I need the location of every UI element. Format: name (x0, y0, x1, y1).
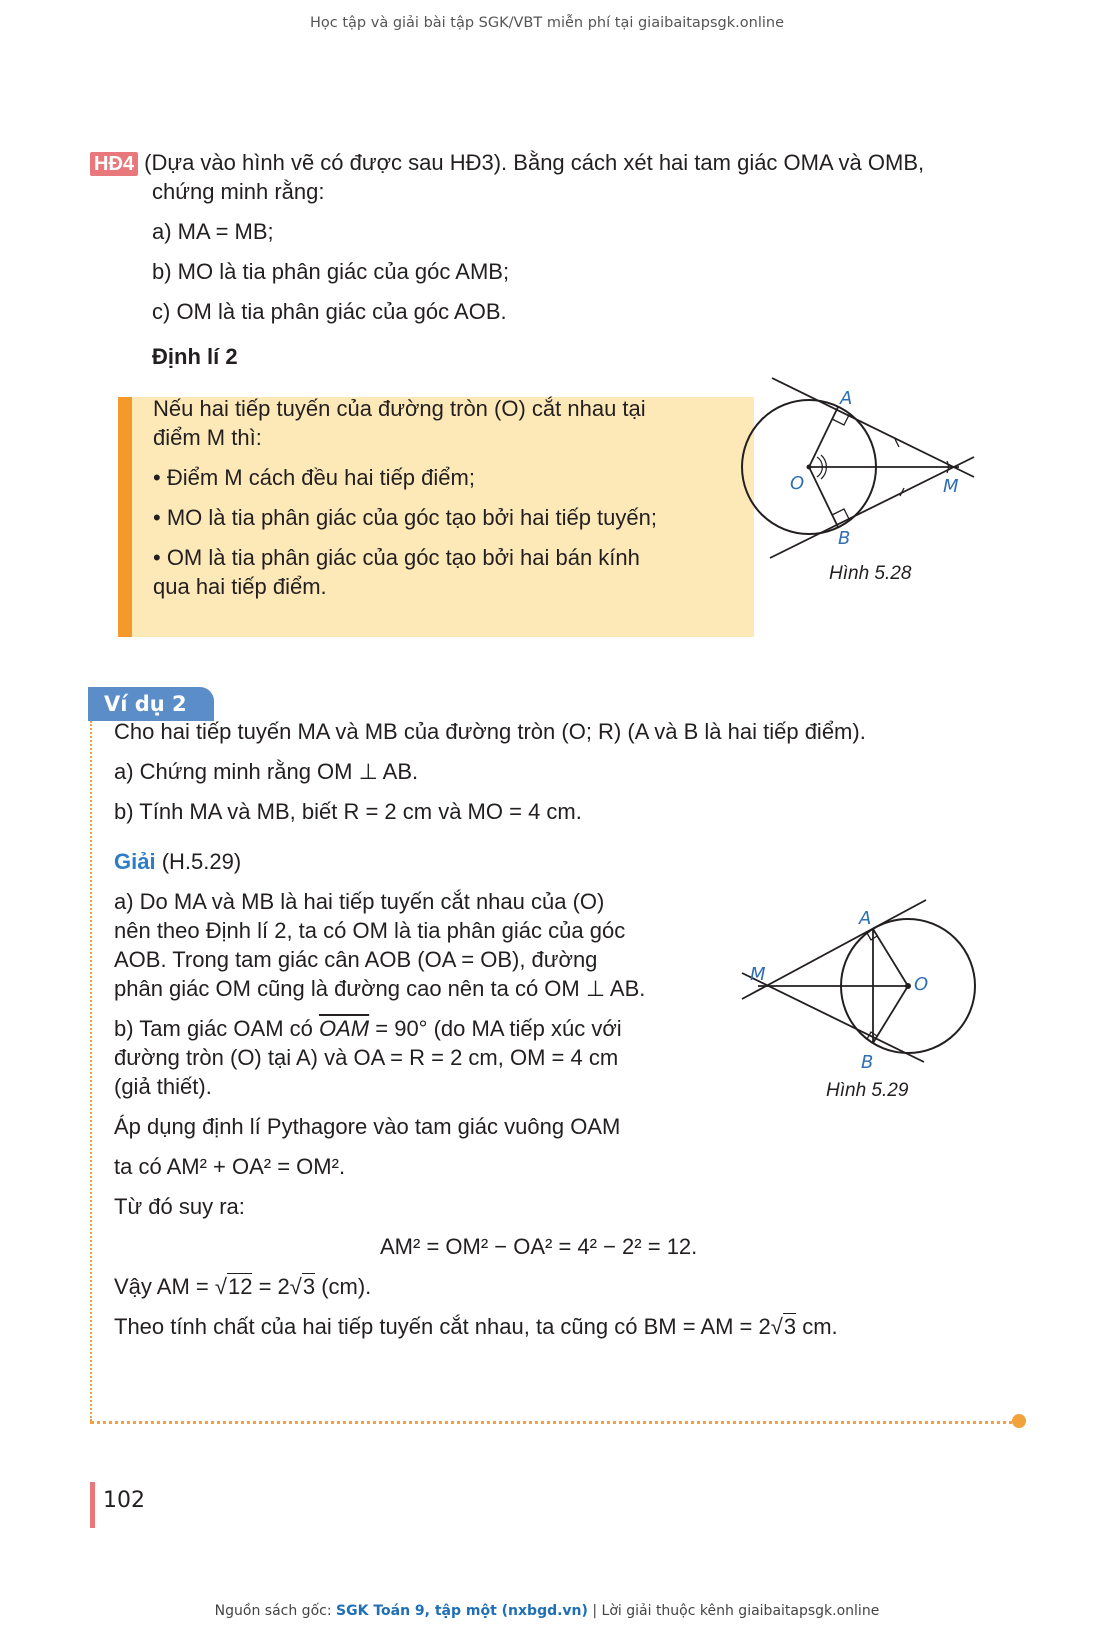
result-pre: Vậy AM = √ (114, 1274, 227, 1299)
hd4-intro-line2: chứng minh rằng: (152, 179, 325, 204)
example-question-a: a) Chứng minh rằng OM ⊥ AB. (114, 759, 419, 784)
footer-source-link[interactable]: SGK Toán 9, tập một (nxbgd.vn) (336, 1603, 588, 1619)
result-radicand-2: 3 (302, 1274, 316, 1299)
theorem-line2: điểm M thì: (153, 425, 262, 450)
solution-b-line3: (giả thiết). (114, 1074, 212, 1099)
solution-b-line1 (114, 1014, 622, 1044)
angle-oam: $\overline{OAM}$ (319, 1016, 370, 1041)
label-m: M (750, 964, 766, 985)
example-border-left (90, 721, 92, 1421)
result-mid: = 2√ (252, 1274, 302, 1299)
result-post: (cm). (315, 1274, 372, 1299)
theorem-bullet3-cont: qua hai tiếp điểm. (153, 574, 327, 599)
result-radicand-1: 12 (227, 1274, 253, 1299)
label-m: M (943, 476, 959, 497)
label-o: O (914, 974, 929, 995)
example-tab: Ví dụ 2 (88, 687, 214, 721)
pythagore-line1: Áp dụng định lí Pythagore vào tam giác vuông OAM (114, 1114, 621, 1139)
hd4-item-b: b) MO là tia phân giác của góc AMB; (152, 259, 510, 284)
solution-heading (114, 847, 241, 877)
page-number-bar (90, 1482, 95, 1528)
pythagore-line2: ta có AM² + OA² = OM². (114, 1154, 346, 1179)
final-post: cm. (796, 1314, 838, 1339)
solution-a-line1: a) Do MA và MB là hai tiếp tuyến cắt nhau của (O) (114, 889, 605, 914)
solution-a-line3: AOB. Trong tam giác cân AOB (OA = OB), đường (114, 947, 598, 972)
tangent-ma (742, 900, 929, 999)
theorem-bullet2: • MO là tia phân giác của góc tạo bởi hai tiếp tuyến; (153, 505, 657, 530)
theorem-title: Định lí 2 (152, 344, 238, 369)
point-o (807, 465, 812, 470)
example-question-b: b) Tính MA và MB, biết R = 2 cm và MO = 4 cm. (114, 799, 582, 824)
hd4-intro-line1 (90, 148, 924, 179)
theorem-bullet3: • OM là tia phân giác của góc tạo bởi hai bán kính (153, 545, 640, 570)
hd4-intro: (Dựa vào hình vẽ có được sau HĐ3). Bằng cách xét hai tam giác OMA và OMB, (144, 150, 925, 175)
footer-prefix: Nguồn sách gốc: (214, 1603, 337, 1619)
example-border-dot (1012, 1414, 1026, 1428)
label-a: A (840, 388, 853, 409)
theorem-bullet1: • Điểm M cách đều hai tiếp điểm; (153, 465, 475, 490)
label-o: O (790, 473, 805, 494)
label-a: A (859, 908, 872, 929)
hd4-item-a: a) MA = MB; (152, 219, 274, 244)
solution-b-line2: đường tròn (O) tại A) và OA = R = 2 cm, OM = 4 cm (114, 1045, 619, 1070)
footer-suffix: | Lời giải thuộc kênh giaibaitapsgk.online (587, 1603, 880, 1619)
example-border-bottom (90, 1421, 1020, 1424)
solution-b-pre: b) Tam giác OAM có (114, 1016, 313, 1041)
page-footer (0, 1603, 1094, 1619)
point-o (905, 983, 911, 989)
label-b: B (838, 528, 851, 549)
hd4-item-c: c) OM là tia phân giác của góc AOB. (152, 299, 507, 324)
final-pre: Theo tính chất của hai tiếp tuyến cắt nhau, ta cũng có BM = AM = 2√ (114, 1314, 783, 1339)
solution-a-line4: phân giác OM cũng là đường cao nên ta có OM ⊥ AB. (114, 976, 646, 1001)
example-problem: Cho hai tiếp tuyến MA và MB của đường tròn (O; R) (A và B là hai tiếp điểm). (114, 719, 866, 744)
final-line (114, 1312, 838, 1342)
equation: AM² = OM² − OA² = 4² − 2² = 12. (380, 1234, 698, 1259)
solution-b-post: = 90° (do MA tiếp xúc với (369, 1016, 622, 1041)
hd4-badge: HĐ4 (90, 152, 138, 176)
tangent-ma (772, 378, 974, 477)
radius-oa (873, 929, 908, 986)
figure-5-28-caption: Hình 5.28 (829, 563, 912, 584)
figure-5-29-caption: Hình 5.29 (826, 1080, 909, 1101)
solution-ref: (H.5.29) (161, 849, 242, 874)
solution-a-line2: nên theo Định lí 2, ta có OM là tia phân giác của góc (114, 918, 626, 943)
figure-5-29 (738, 895, 988, 1070)
result-line (114, 1272, 371, 1302)
label-b: B (861, 1052, 874, 1070)
solution-label: Giải (114, 849, 156, 874)
page-header: Học tập và giải bài tập SGK/VBT miễn phí tại giaibaitapsgk.online (310, 15, 784, 31)
theorem-line1: Nếu hai tiếp tuyến của đường tròn (O) cắt nhau tại (153, 396, 646, 421)
pythagore-line3: Từ đó suy ra: (114, 1194, 245, 1219)
page-number: 102 (103, 1488, 145, 1513)
radius-ob (873, 986, 908, 1043)
final-radicand: 3 (783, 1314, 797, 1339)
